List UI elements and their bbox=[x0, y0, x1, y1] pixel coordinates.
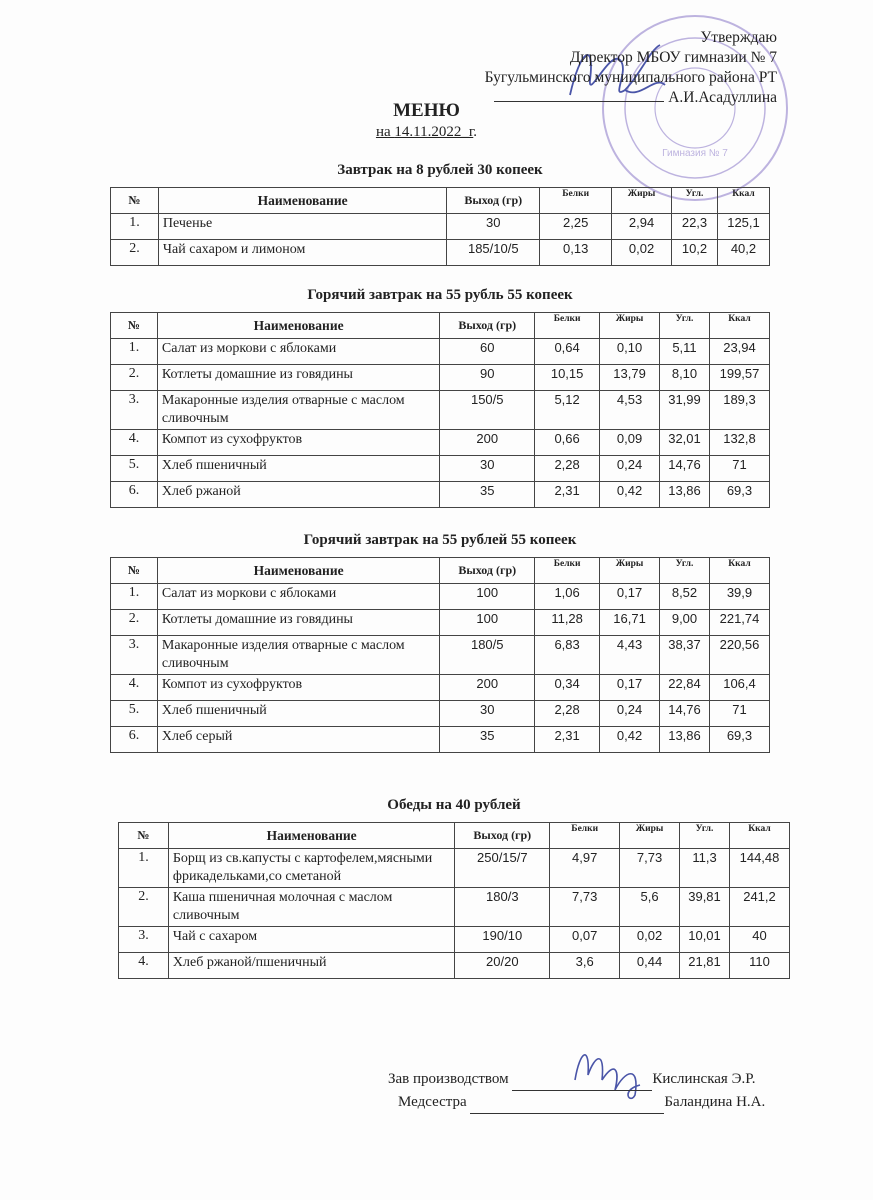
item-carbs: 13,86 bbox=[660, 482, 710, 508]
item-number: 4. bbox=[119, 953, 169, 979]
item-number: 1. bbox=[111, 584, 158, 610]
table-row bbox=[111, 610, 770, 636]
item-carbs: 22,3 bbox=[672, 214, 718, 240]
item-portion: 30 bbox=[447, 214, 540, 240]
table-row bbox=[111, 214, 770, 240]
item-carbs: 9,00 bbox=[660, 610, 710, 636]
column-header: Ккал bbox=[709, 558, 769, 584]
item-portion: 185/10/5 bbox=[447, 240, 540, 266]
item-fat: 0,44 bbox=[620, 953, 680, 979]
item-kcal: 69,3 bbox=[709, 727, 769, 753]
column-header: Ккал bbox=[709, 313, 769, 339]
item-portion: 190/10 bbox=[455, 927, 550, 953]
table-row bbox=[119, 849, 790, 888]
item-carbs: 14,76 bbox=[660, 456, 710, 482]
column-header: Выход (гр) bbox=[447, 188, 540, 214]
approval-block bbox=[485, 28, 777, 108]
column-header: Угл. bbox=[672, 188, 718, 214]
column-header: Белки bbox=[550, 823, 620, 849]
director-name: А.И.Асадуллина bbox=[668, 89, 777, 106]
item-kcal: 144,48 bbox=[730, 849, 790, 888]
item-number: 6. bbox=[111, 482, 158, 508]
item-kcal: 241,2 bbox=[730, 888, 790, 927]
item-name: Компот из сухофруктов bbox=[157, 430, 439, 456]
item-number: 4. bbox=[111, 675, 158, 701]
item-number: 5. bbox=[111, 456, 158, 482]
item-kcal: 39,9 bbox=[709, 584, 769, 610]
item-portion: 180/3 bbox=[455, 888, 550, 927]
item-fat: 2,94 bbox=[612, 214, 672, 240]
item-number: 2. bbox=[111, 365, 158, 391]
item-name: Хлеб ржаной bbox=[157, 482, 439, 508]
item-fat: 0,10 bbox=[600, 339, 660, 365]
item-name: Котлеты домашние из говядины bbox=[157, 610, 439, 636]
signature-line bbox=[512, 1068, 652, 1091]
item-kcal: 125,1 bbox=[717, 214, 769, 240]
approval-line: Утверждаю bbox=[700, 29, 777, 46]
item-kcal: 221,74 bbox=[709, 610, 769, 636]
item-number: 3. bbox=[111, 636, 158, 675]
section-title: Горячий завтрак на 55 рубль 55 копеек bbox=[307, 287, 573, 303]
column-header: Жиры bbox=[620, 823, 680, 849]
item-number: 1. bbox=[119, 849, 169, 888]
column-header: Наименование bbox=[157, 558, 439, 584]
menu-table bbox=[110, 312, 770, 508]
column-header: Белки bbox=[535, 313, 600, 339]
production-name: Кислинская Э.Р. bbox=[652, 1071, 756, 1087]
column-header: Выход (гр) bbox=[455, 823, 550, 849]
item-fat: 5,6 bbox=[620, 888, 680, 927]
section-title: Обеды на 40 рублей bbox=[387, 797, 521, 813]
table-row bbox=[111, 675, 770, 701]
column-header: Жиры bbox=[600, 313, 660, 339]
item-carbs: 13,86 bbox=[660, 727, 710, 753]
item-carbs: 11,3 bbox=[680, 849, 730, 888]
item-protein: 0,64 bbox=[535, 339, 600, 365]
item-number: 1. bbox=[111, 339, 158, 365]
item-number: 2. bbox=[111, 610, 158, 636]
table-row bbox=[119, 888, 790, 927]
column-header: Ккал bbox=[717, 188, 769, 214]
column-header: № bbox=[111, 558, 158, 584]
item-fat: 0,02 bbox=[612, 240, 672, 266]
stamp-text: Гимназия № 7 bbox=[662, 148, 728, 159]
item-carbs: 31,99 bbox=[660, 391, 710, 430]
item-portion: 30 bbox=[440, 456, 535, 482]
item-name: Котлеты домашние из говядины bbox=[157, 365, 439, 391]
item-protein: 2,25 bbox=[540, 214, 612, 240]
item-fat: 0,24 bbox=[600, 701, 660, 727]
item-kcal: 40,2 bbox=[717, 240, 769, 266]
item-fat: 0,17 bbox=[600, 675, 660, 701]
item-name: Хлеб серый bbox=[157, 727, 439, 753]
nurse-name: Баландина Н.А. bbox=[664, 1094, 766, 1110]
item-number: 3. bbox=[111, 391, 158, 430]
item-portion: 60 bbox=[440, 339, 535, 365]
page-title: МЕНЮ bbox=[393, 100, 460, 121]
column-header: № bbox=[119, 823, 169, 849]
column-header: Выход (гр) bbox=[440, 558, 535, 584]
item-portion: 20/20 bbox=[455, 953, 550, 979]
item-fat: 13,79 bbox=[600, 365, 660, 391]
item-name: Борщ из св.капусты с картофелем,мясными фрикадельками,со сметаной bbox=[168, 849, 454, 888]
item-name: Хлеб пшеничный bbox=[157, 456, 439, 482]
column-header: № bbox=[111, 188, 159, 214]
item-protein: 0,07 bbox=[550, 927, 620, 953]
item-protein: 2,28 bbox=[535, 701, 600, 727]
item-kcal: 23,94 bbox=[709, 339, 769, 365]
column-header: Жиры bbox=[612, 188, 672, 214]
approval-district: Бугульминского муниципального района РТ bbox=[484, 69, 777, 86]
table-header-row bbox=[111, 313, 770, 339]
production-label: Зав производством bbox=[388, 1071, 509, 1087]
item-carbs: 10,2 bbox=[672, 240, 718, 266]
item-kcal: 106,4 bbox=[709, 675, 769, 701]
item-portion: 90 bbox=[440, 365, 535, 391]
item-fat: 0,42 bbox=[600, 482, 660, 508]
column-header: Белки bbox=[535, 558, 600, 584]
item-name: Каша пшеничная молочная с маслом сливочным bbox=[168, 888, 454, 927]
item-portion: 200 bbox=[440, 430, 535, 456]
item-protein: 11,28 bbox=[535, 610, 600, 636]
item-portion: 35 bbox=[440, 482, 535, 508]
table-row bbox=[119, 953, 790, 979]
item-fat: 0,42 bbox=[600, 727, 660, 753]
item-portion: 100 bbox=[440, 610, 535, 636]
table-row bbox=[111, 339, 770, 365]
item-carbs: 14,76 bbox=[660, 701, 710, 727]
item-portion: 180/5 bbox=[440, 636, 535, 675]
item-fat: 0,09 bbox=[600, 430, 660, 456]
menu-table bbox=[110, 187, 770, 266]
table-row bbox=[111, 391, 770, 430]
item-number: 5. bbox=[111, 701, 158, 727]
item-carbs: 8,52 bbox=[660, 584, 710, 610]
item-kcal: 189,3 bbox=[709, 391, 769, 430]
signature-line bbox=[470, 1091, 664, 1114]
item-protein: 1,06 bbox=[535, 584, 600, 610]
item-name: Чай с сахаром bbox=[168, 927, 454, 953]
item-carbs: 22,84 bbox=[660, 675, 710, 701]
item-kcal: 71 bbox=[709, 701, 769, 727]
item-fat: 4,43 bbox=[600, 636, 660, 675]
column-header: Наименование bbox=[168, 823, 454, 849]
table-row bbox=[111, 584, 770, 610]
item-protein: 6,83 bbox=[535, 636, 600, 675]
item-number: 1. bbox=[111, 214, 159, 240]
item-protein: 0,66 bbox=[535, 430, 600, 456]
menu-table bbox=[110, 557, 770, 753]
item-fat: 7,73 bbox=[620, 849, 680, 888]
item-kcal: 110 bbox=[730, 953, 790, 979]
item-protein: 5,12 bbox=[535, 391, 600, 430]
table-row bbox=[111, 365, 770, 391]
item-name: Хлеб пшеничный bbox=[157, 701, 439, 727]
item-carbs: 38,37 bbox=[660, 636, 710, 675]
column-header: Жиры bbox=[600, 558, 660, 584]
item-protein: 2,31 bbox=[535, 482, 600, 508]
column-header: Угл. bbox=[660, 558, 710, 584]
item-name: Макаронные изделия отварные с маслом сливочным bbox=[157, 636, 439, 675]
item-fat: 16,71 bbox=[600, 610, 660, 636]
item-kcal: 69,3 bbox=[709, 482, 769, 508]
table-row bbox=[111, 701, 770, 727]
item-kcal: 40 bbox=[730, 927, 790, 953]
item-name: Салат из моркови с яблоками bbox=[157, 584, 439, 610]
item-name: Печенье bbox=[158, 214, 446, 240]
column-header: № bbox=[111, 313, 158, 339]
item-protein: 2,28 bbox=[535, 456, 600, 482]
item-carbs: 39,81 bbox=[680, 888, 730, 927]
item-portion: 30 bbox=[440, 701, 535, 727]
item-protein: 4,97 bbox=[550, 849, 620, 888]
item-name: Хлеб ржаной/пшеничный bbox=[168, 953, 454, 979]
item-name: Макаронные изделия отварные с маслом сливочным bbox=[157, 391, 439, 430]
item-number: 6. bbox=[111, 727, 158, 753]
item-kcal: 220,56 bbox=[709, 636, 769, 675]
nurse-label: Медсестра bbox=[398, 1094, 467, 1110]
item-fat: 0,17 bbox=[600, 584, 660, 610]
table-row bbox=[111, 456, 770, 482]
item-number: 4. bbox=[111, 430, 158, 456]
item-carbs: 5,11 bbox=[660, 339, 710, 365]
item-number: 2. bbox=[119, 888, 169, 927]
item-name: Компот из сухофруктов bbox=[157, 675, 439, 701]
table-header-row bbox=[111, 188, 770, 214]
item-kcal: 132,8 bbox=[709, 430, 769, 456]
item-portion: 150/5 bbox=[440, 391, 535, 430]
item-name: Чай сахаром и лимоном bbox=[158, 240, 446, 266]
table-header-row bbox=[111, 558, 770, 584]
item-name: Салат из моркови с яблоками bbox=[157, 339, 439, 365]
column-header: Ккал bbox=[730, 823, 790, 849]
table-row bbox=[119, 927, 790, 953]
item-protein: 3,6 bbox=[550, 953, 620, 979]
section-title: Завтрак на 8 рублей 30 копеек bbox=[337, 162, 543, 178]
item-portion: 100 bbox=[440, 584, 535, 610]
menu-table bbox=[118, 822, 790, 979]
table-row bbox=[111, 240, 770, 266]
menu-date: на 14.11.2022_г. bbox=[375, 124, 478, 140]
table-header-row bbox=[119, 823, 790, 849]
column-header: Угл. bbox=[660, 313, 710, 339]
column-header: Наименование bbox=[158, 188, 446, 214]
column-header: Наименование bbox=[157, 313, 439, 339]
item-protein: 7,73 bbox=[550, 888, 620, 927]
table-row bbox=[111, 636, 770, 675]
approval-position: Директор МБОУ гимназии № 7 bbox=[569, 49, 777, 66]
column-header: Выход (гр) bbox=[440, 313, 535, 339]
table-row bbox=[111, 727, 770, 753]
item-number: 2. bbox=[111, 240, 159, 266]
item-number: 3. bbox=[119, 927, 169, 953]
item-carbs: 21,81 bbox=[680, 953, 730, 979]
item-carbs: 8,10 bbox=[660, 365, 710, 391]
item-protein: 2,31 bbox=[535, 727, 600, 753]
item-carbs: 10,01 bbox=[680, 927, 730, 953]
item-kcal: 71 bbox=[709, 456, 769, 482]
item-protein: 0,13 bbox=[540, 240, 612, 266]
section-title: Горячий завтрак на 55 рублей 55 копеек bbox=[303, 532, 577, 548]
item-protein: 10,15 bbox=[535, 365, 600, 391]
item-fat: 0,02 bbox=[620, 927, 680, 953]
item-portion: 35 bbox=[440, 727, 535, 753]
item-portion: 250/15/7 bbox=[455, 849, 550, 888]
item-fat: 4,53 bbox=[600, 391, 660, 430]
column-header: Белки bbox=[540, 188, 612, 214]
item-protein: 0,34 bbox=[535, 675, 600, 701]
item-fat: 0,24 bbox=[600, 456, 660, 482]
column-header: Угл. bbox=[680, 823, 730, 849]
table-row bbox=[111, 482, 770, 508]
item-portion: 200 bbox=[440, 675, 535, 701]
signatures-block bbox=[388, 1068, 765, 1114]
item-kcal: 199,57 bbox=[709, 365, 769, 391]
item-carbs: 32,01 bbox=[660, 430, 710, 456]
table-row bbox=[111, 430, 770, 456]
